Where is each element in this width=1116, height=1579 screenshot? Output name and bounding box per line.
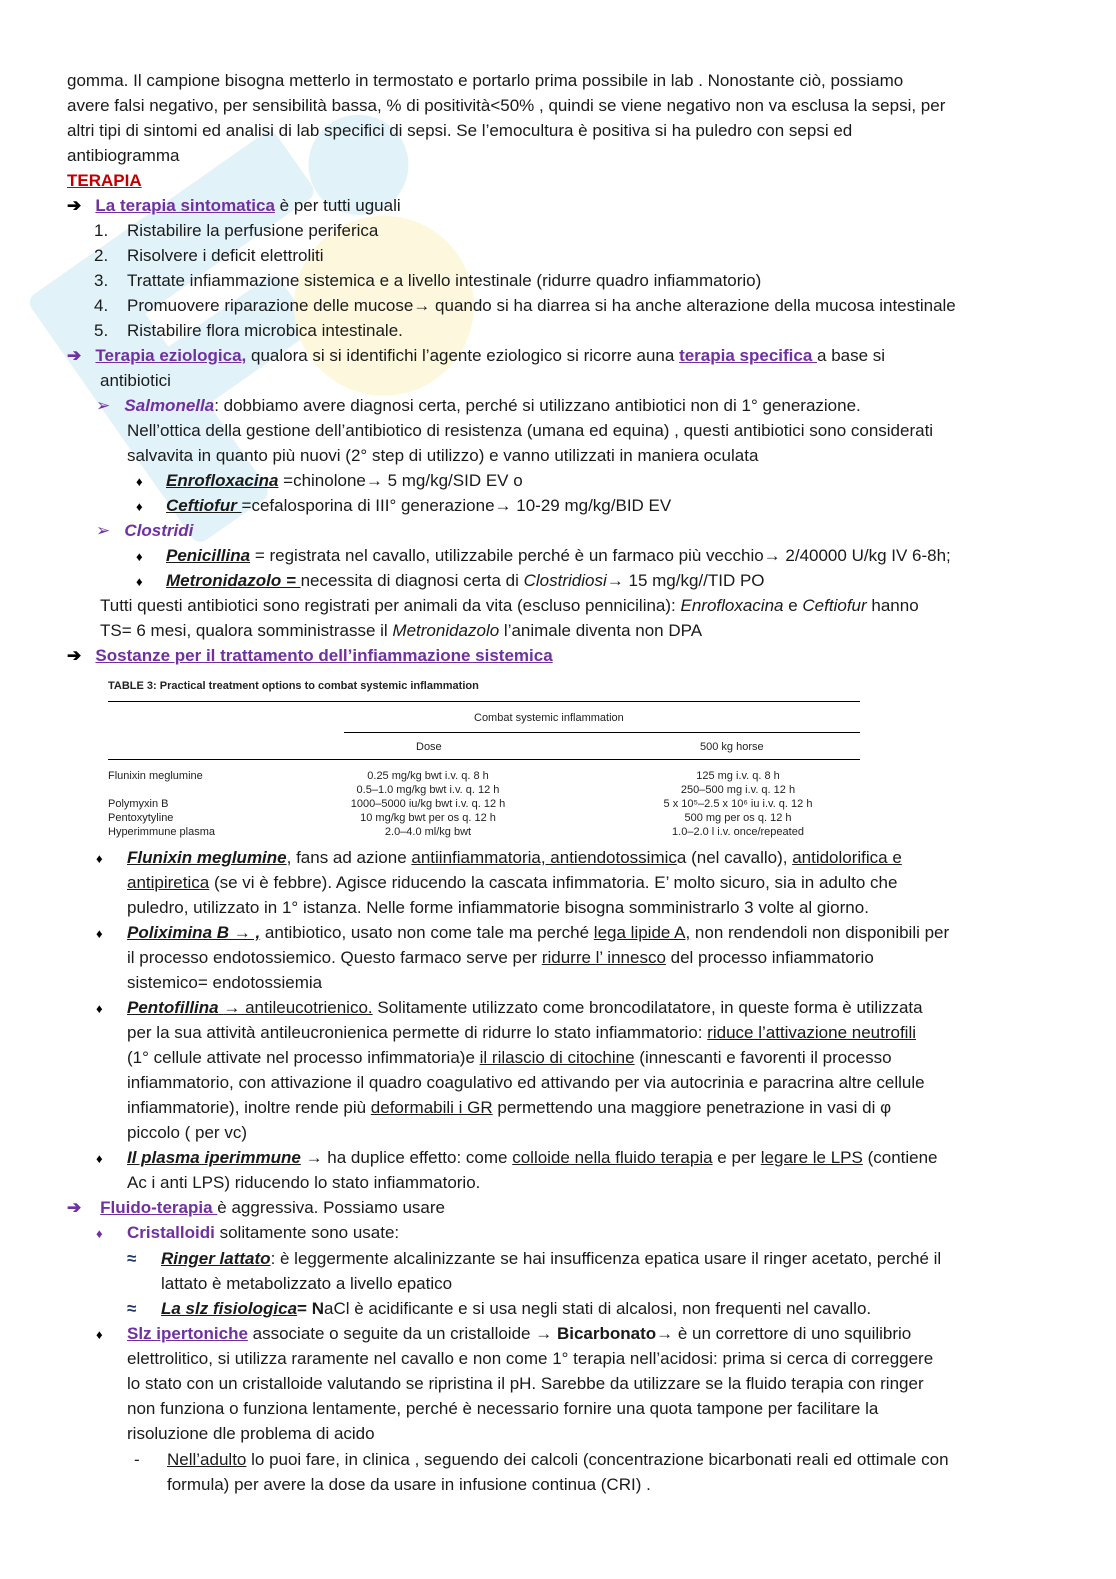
poliximina-line-3: sistemico= endotossiemia [127, 973, 323, 992]
adulto-line-2: formula) per avere la dose da usare in infusione continua (CRI) . [167, 1475, 651, 1494]
table-cell: Pentoxytyline [108, 812, 174, 824]
diamond-bullet-icon: ♦ [96, 1151, 103, 1166]
step-2: 2. Risolvere i deficit elettroliti [94, 246, 324, 265]
arrow-right-icon: ➔ [67, 196, 82, 215]
diamond-bullet-icon: ♦ [96, 1226, 103, 1241]
table-cell: 0.5–1.0 mg/kg bwt i.v. q. 12 h [356, 784, 500, 796]
step-1: 1. Ristabilire la perfusione periferica [94, 221, 379, 240]
intro-line-2: avere falsi negativo, per sensibilità bassa, % di positività<50% , quindi se viene negativo non va esclusa la sepsi, per [67, 96, 946, 115]
tutti-line-1: Tutti questi antibiotici sono registrati per animali da vita (escluso pennicilina): Enrofloxacina e Ceftiofur hanno [100, 596, 919, 615]
table-col-dose: Dose [416, 741, 442, 753]
table-cell: 2.0–4.0 ml/kg bwt [384, 826, 472, 838]
step-5: 5. Ristabilire flora microbica intestinale. [94, 321, 403, 340]
pentofillina-line: ♦ Pentofillina → antileucotrienico. Solitamente utilizzato come broncodilatatore, in queste forma è utilizzata [96, 998, 923, 1017]
arrow-right-icon: ➔ [67, 346, 82, 365]
slz-line: ≈ La slz fisiologica= NaCl è acidificante e si usa negli stati di alcalosi, non frequenti nel cavallo. [127, 1299, 872, 1318]
table-cell: Polymyxin B [108, 798, 169, 810]
table-title: TABLE 3: Practical treatment options to combat systemic inflammation [108, 680, 479, 692]
section-heading-terapia: TERAPIA [67, 171, 142, 190]
diamond-bullet-icon: ♦ [96, 926, 103, 941]
table-cell: 0.25 mg/kg bwt i.v. q. 8 h [367, 770, 489, 782]
table-cell: 250–500 mg i.v. q. 12 h [680, 784, 796, 796]
poliximina-line-2: il processo endotossiemico. Questo farmaco serve per ridurre l’ innesco del processo infiammatorio [127, 948, 874, 967]
pentofillina-line-2: per la sua attività antileucronienica permette di ridurre lo stato infiammatorio: riduce l’attivazione neutrofili [127, 1023, 917, 1042]
pentofillina-line-3: (1° cellule attivate nel processo infimmatoria)e il rilascio di citochine (innescanti e favorenti il processo [127, 1048, 892, 1067]
penicillina-line: ♦ Penicillina = registrata nel cavallo, utilizzabile perché è un farmaco più vecchio→ 2/40000 U/kg IV 6-8h; [136, 546, 951, 565]
ipertoniche-line-3: lo stato con un cristalloide valutando se ripristina il pH. Sarebbe da utilizzare se la fluido terapia con ringer [127, 1374, 924, 1393]
step-3: 3. Trattate infiammazione sistemica e a livello intestinale (ridurre quadro infiammatorio) [94, 271, 762, 290]
cristalloidi-line: ♦ Cristalloidi solitamente sono usate: [96, 1223, 400, 1242]
intro-line-1: gomma. Il campione bisogna metterlo in termostato e portarlo prima possibile in lab . Nonostante ciò, possiamo [67, 71, 904, 90]
sintomatica-link: La terapia sintomatica [95, 196, 275, 215]
arrow-right-icon: ➔ [67, 646, 82, 665]
arrowhead-bullet-icon: ➢ [96, 396, 111, 415]
plasma-line: ♦ Il plasma iperimmune → ha duplice effetto: come colloide nella fluido terapia e per legare le LPS (contiene [96, 1148, 938, 1167]
inflammation-table [108, 680, 860, 840]
table-cell: 5 x 10⁵–2.5 x 10⁶ iu i.v. q. 12 h [663, 798, 813, 810]
salmonella-line-3: salvavita in quanto più nuovi (2° step di utilizzo) e vanno utilizzati in maniera oculata [127, 446, 759, 465]
diamond-bullet-icon: ♦ [136, 474, 143, 489]
ringer-line-2: lattato è metabolizzato a livello epatico [161, 1274, 453, 1293]
diamond-bullet-icon: ♦ [136, 549, 143, 564]
table-cell: 1000–5000 iu/kg bwt i.v. q. 12 h [350, 798, 506, 810]
ipertoniche-line-5: risoluzione dle problema di acido [127, 1424, 375, 1443]
flunixin-line-2: antipiretica (se vi è febbre). Agisce riducendo la cascata infimmatoria. E’ molto sicuro, sia in adulto che [127, 873, 898, 892]
salmonella-line-2: Nell’ottica della gestione dell’antibiotico di resistenza (umana ed equina) , questi antibiotici sono considerati [127, 421, 934, 440]
ringer-line: ≈ Ringer lattato: è leggermente alcalinizzante se hai insufficenza epatica usare il ringer acetato, perché il [127, 1249, 942, 1268]
sostanze-line: ➔ Sostanze per il trattamento dell’infiammazione sistemica [67, 646, 553, 665]
pentofillina-line-4: infiammatorio, con attivazione il quadro coagulativo ed attivando per via autocrinia e paracrina altre cellule [127, 1073, 925, 1092]
diamond-bullet-icon: ♦ [136, 499, 143, 514]
table-col-horse: 500 kg horse [700, 741, 764, 753]
ceftiofur-line: ♦ Ceftiofur =cefalosporina di III° generazione→ 10-29 mg/kg/BID EV [136, 496, 672, 515]
diamond-bullet-icon: ♦ [96, 1001, 103, 1016]
fluido-line: ➔ Fluido-terapia è aggressiva. Possiamo usare [67, 1198, 446, 1217]
diamond-bullet-icon: ♦ [136, 574, 143, 589]
salmonella-line: ➢ Salmonella: dobbiamo avere diagnosi certa, perché si utilizzano antibiotici non di 1° generazione. [96, 396, 861, 415]
table-cell: 500 mg per os q. 12 h [684, 812, 792, 824]
tutti-line-2: TS= 6 mesi, qualora somministrasse il Metronidazolo l’animale diventa non DPA [100, 621, 703, 640]
arrow-right-icon: ➔ [67, 1198, 82, 1217]
eziologica-line-2: antibiotici [100, 371, 171, 390]
diamond-bullet-icon: ♦ [96, 851, 103, 866]
table-cell: 125 mg i.v. q. 8 h [696, 770, 780, 782]
table-cell: 1.0–2.0 l i.v. once/repeated [672, 826, 804, 838]
approx-bullet-icon: ≈ [127, 1299, 137, 1318]
arrowhead-bullet-icon: ➢ [96, 521, 111, 540]
pentofillina-line-5: infiammatorie), inoltre rende più deformabili i GR permettendo una maggiore penetrazione in vasi di φ [127, 1098, 892, 1117]
pentofillina-line-6: piccolo ( per vc) [127, 1123, 247, 1142]
ipertoniche-line-4: non funziona o funziona lentamente, perché è necessario fornire una quota tampone per facilitare la [127, 1399, 879, 1418]
adulto-line: - Nell’adulto lo puoi fare, in clinica , seguendo dei calcoli (concentrazione bicarbonati reali ed ottimale con [134, 1450, 949, 1469]
eziologica-line: ➔ Terapia eziologica, qualora si si identifichi l’agente eziologico si ricorre auna terapia specifica a base si [67, 346, 886, 365]
enrofloxacina-line: ♦ Enrofloxacina =chinolone→ 5 mg/kg/SID EV o [136, 471, 523, 490]
flunixin-line: ♦ Flunixin meglumine, fans ad azione antiinfiammatoria, antiendotossimica (nel cavallo), antidolorifica e [96, 848, 902, 867]
ipertoniche-line-2: elettrolitico, si utilizza raramente nel cavallo e non come 1° terapia nell’acidosi: prima si cerca di correggere [127, 1349, 934, 1368]
diamond-bullet-icon: ♦ [96, 1327, 103, 1342]
intro-line-3: altri tipi di sintomi ed analisi di lab specifici di sepsi. Se l’emocultura è positiva si ha puledro con sepsi ed [67, 121, 853, 140]
clostridi-line: ➢ Clostridi [96, 521, 194, 540]
plasma-line-2: Ac i anti LPS) riducendo lo stato infiammatorio. [127, 1173, 481, 1192]
table-cell: Flunixin meglumine [108, 770, 203, 782]
ipertoniche-line: ♦ Slz ipertoniche associate o seguite da un cristalloide → Bicarbonato→ è un correttore di uno squilibrio [96, 1324, 912, 1343]
poliximina-line: ♦ Poliximina B → , antibiotico, usato non come tale ma perché lega lipide A, non rendendoli non disponibili per [96, 923, 950, 942]
table-cell: Hyperimmune plasma [108, 826, 215, 838]
approx-bullet-icon: ≈ [127, 1249, 137, 1268]
metronidazolo-line: ♦ Metronidazolo = necessita di diagnosi certa di Clostridiosi→ 15 mg/kg//TID PO [136, 571, 765, 590]
table-group-header: Combat systemic inflammation [474, 712, 624, 724]
step-4: 4. Promuovere riparazione delle mucose→ quando si ha diarrea si ha anche alterazione della mucosa intestinale [94, 296, 956, 315]
table-cell: 10 mg/kg bwt per os q. 12 h [360, 812, 496, 824]
sintomatica-line: ➔ La terapia sintomatica è per tutti uguali [67, 196, 401, 215]
flunixin-line-3: puledro, utilizzato in 1° istanza. Nelle forme infiammatorie bisogna somministrarlo 3 volte al giorno. [127, 898, 869, 917]
intro-line-4: antibiogramma [67, 146, 180, 165]
